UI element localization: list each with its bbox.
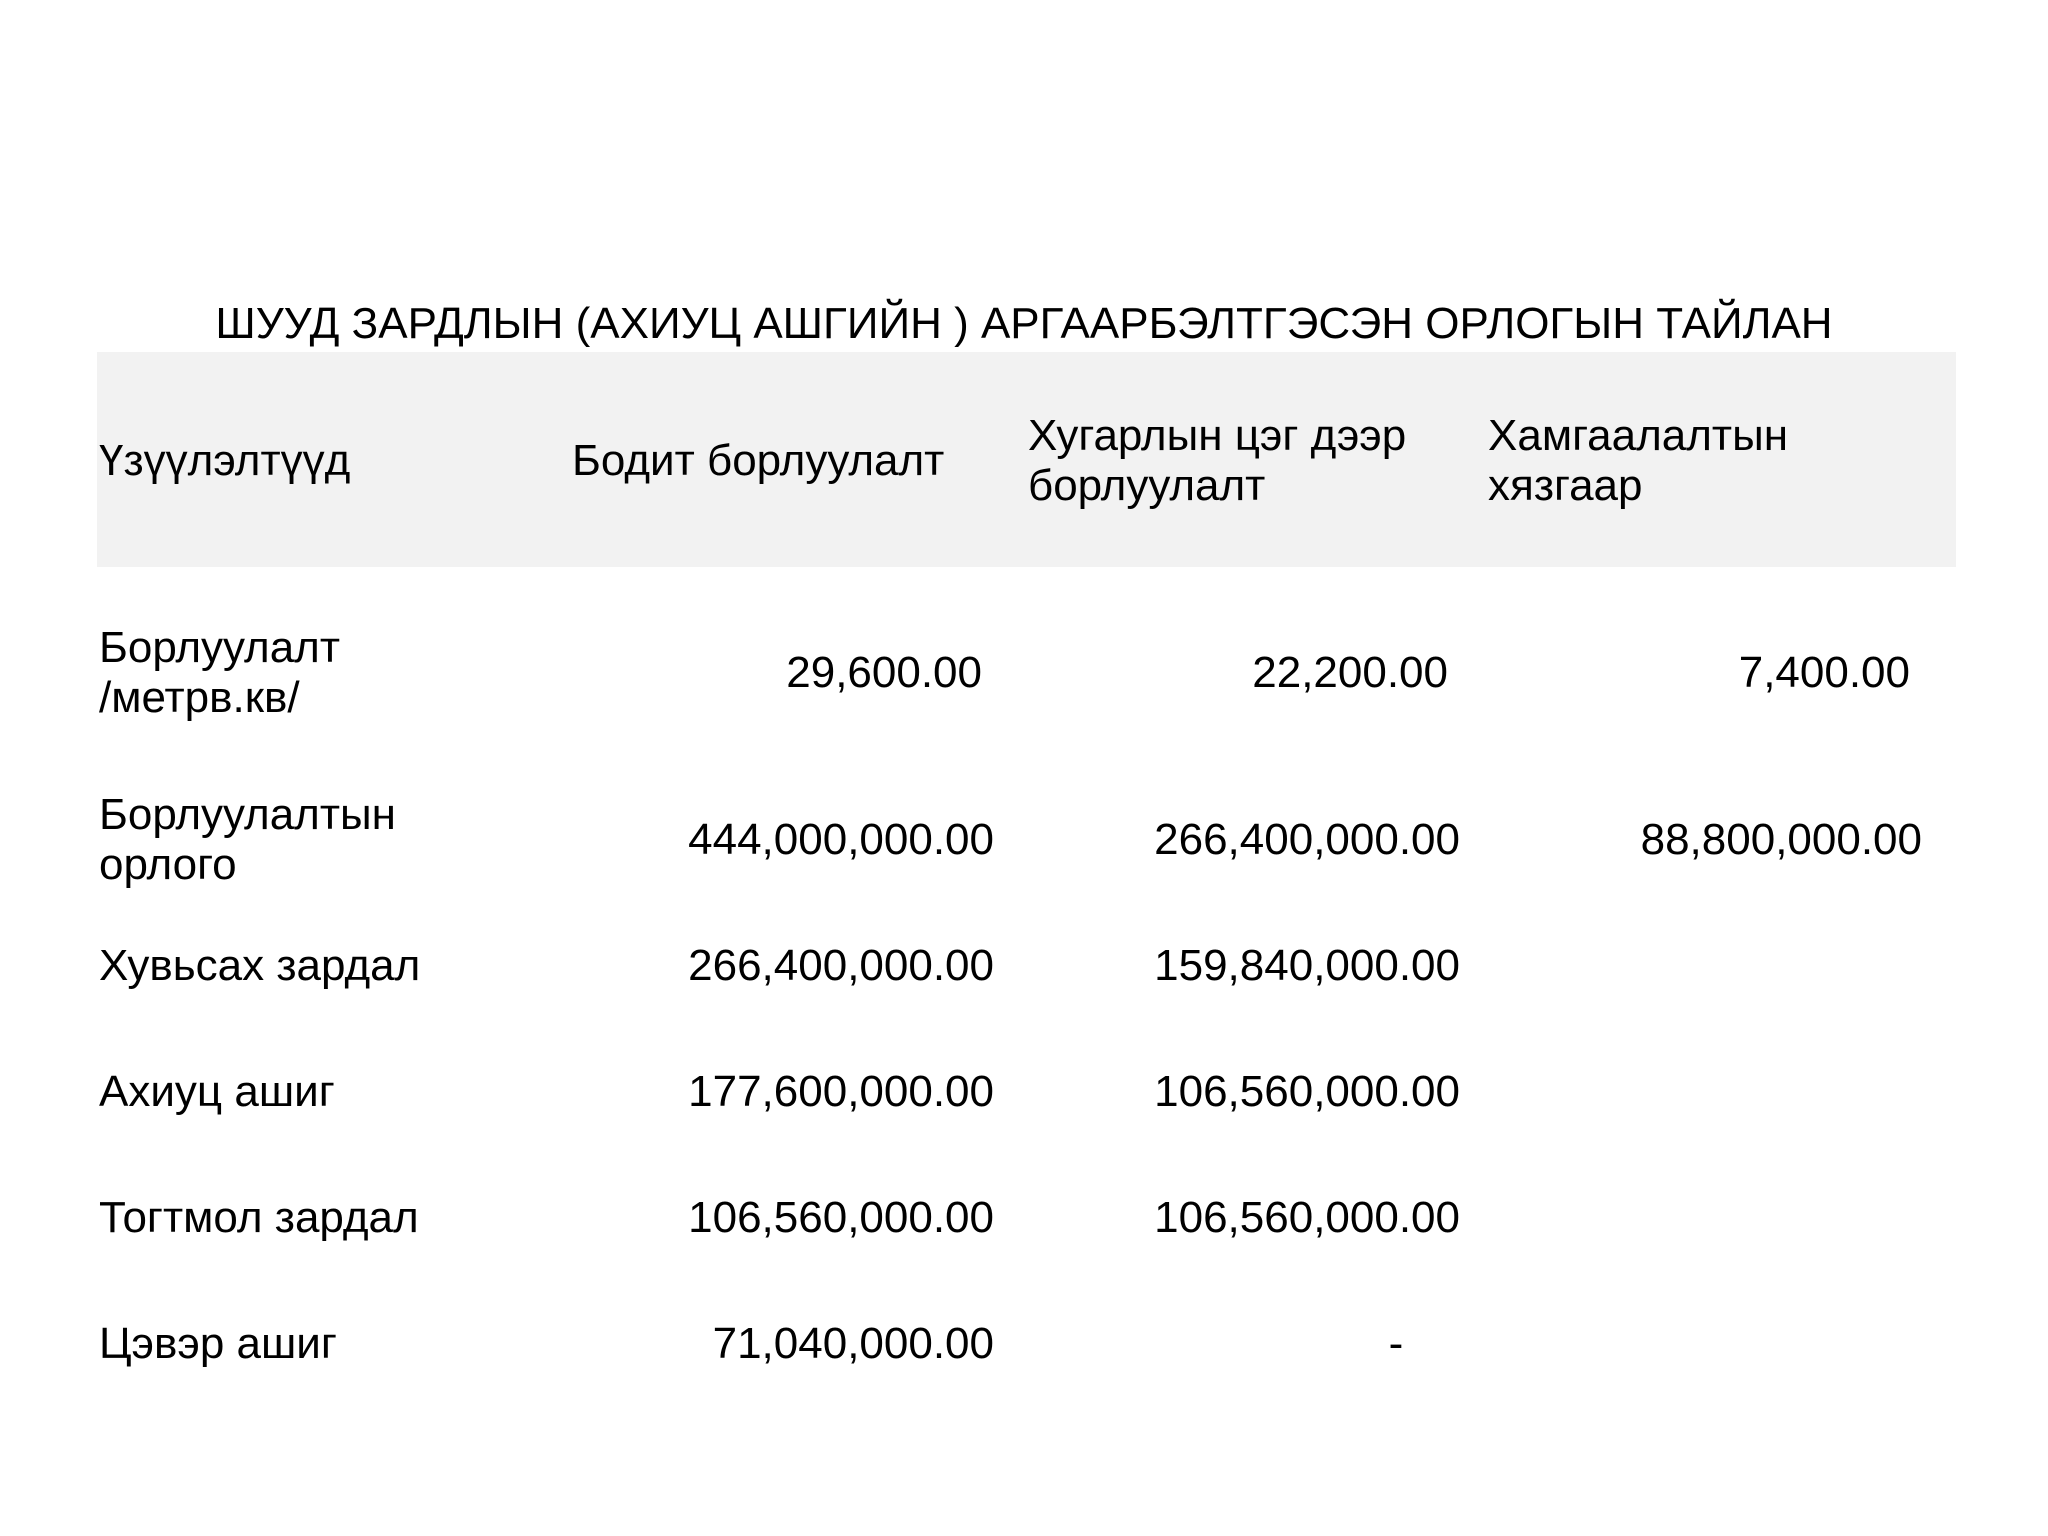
header-safety-margin-line2: хязгаар [1488, 461, 1643, 510]
table-cell: 22,200.00 [1252, 648, 1448, 697]
report-title: ШУУД ЗАРДЛЫН (АХИУЦ АШГИЙН ) АРГААРБЭЛТГЭСЭН ОРЛОГЫН ТАЙЛАН [215, 299, 1833, 348]
row-label: Борлуулалт [99, 623, 340, 672]
table-cell: 266,400,000.00 [688, 941, 994, 990]
table-cell: 7,400.00 [1738, 648, 1910, 697]
header-actual-sales: Бодит борлуулалт [572, 436, 945, 485]
row-label: /метрв.кв/ [99, 673, 300, 722]
row-label: Тогтмол зардал [99, 1193, 419, 1242]
row-label: Борлуулалтын [99, 790, 396, 839]
table-cell: 71,040,000.00 [712, 1319, 994, 1368]
table-cell: 177,600,000.00 [688, 1067, 994, 1116]
row-label: Цэвэр ашиг [99, 1319, 337, 1368]
header-safety-margin-line1: Хамгаалалтын [1488, 411, 1788, 460]
table-cell: - [1388, 1319, 1404, 1368]
table-cell: 106,560,000.00 [688, 1193, 994, 1242]
header-breakeven-line1: Хугарлын цэг дээр [1028, 411, 1407, 460]
row-label: Хувьсах зардал [99, 941, 421, 990]
header-breakeven-line2: борлуулалт [1028, 461, 1266, 510]
table-cell: 88,800,000.00 [1640, 815, 1922, 864]
table-cell: 266,400,000.00 [1154, 815, 1460, 864]
header-indicators: Үзүүлэлтүүд [99, 436, 351, 485]
table-cell: 106,560,000.00 [1154, 1193, 1460, 1242]
table-cell: 159,840,000.00 [1154, 941, 1460, 990]
table-cell: 29,600.00 [786, 648, 982, 697]
table-cell: 106,560,000.00 [1154, 1067, 1460, 1116]
row-label: орлого [99, 840, 237, 889]
table-cell: 444,000,000.00 [688, 815, 994, 864]
row-label: Ахиуц ашиг [99, 1067, 335, 1116]
